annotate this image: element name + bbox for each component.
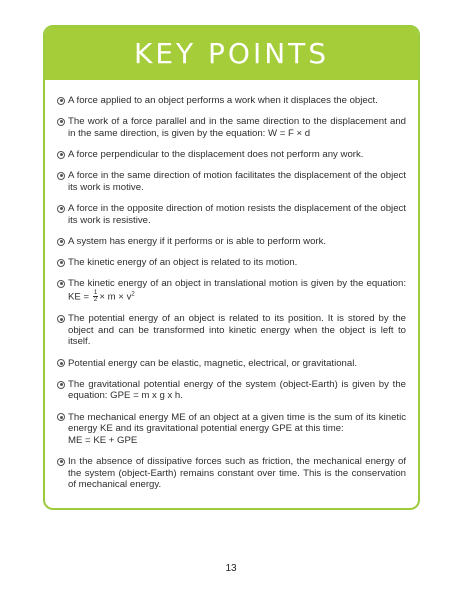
key-point-text: Potential energy can be elastic, magnetic, electrical, or gravitational. xyxy=(68,357,358,369)
circle-bullet-icon xyxy=(57,97,65,105)
formula-superscript: 2 xyxy=(131,291,135,298)
key-point-7 xyxy=(57,257,406,269)
key-point-text: A force applied to an object performs a work when it displaces the object. xyxy=(68,95,378,106)
one-half-fraction xyxy=(93,290,99,304)
key-point-12 xyxy=(57,412,406,447)
key-point-1 xyxy=(57,95,406,107)
key-point-5 xyxy=(57,203,406,226)
circle-bullet-icon xyxy=(57,259,65,267)
key-point-13 xyxy=(57,456,406,491)
key-point-text xyxy=(68,412,406,447)
mechanical-energy-text: The mechanical energy ME of an object at a given time is the sum of its kinetic energy KE and its gravitational potential energy GPE at this time: xyxy=(68,411,406,435)
key-points-header xyxy=(45,27,418,80)
formula-rest: × m × v xyxy=(99,291,132,303)
circle-bullet-icon xyxy=(57,315,65,323)
circle-bullet-icon xyxy=(57,381,65,389)
key-point-text: The kinetic energy of an object is related to its motion. xyxy=(68,256,298,268)
key-point-text: The work of a force parallel and in the same direction to the displacement and in the same direction, is given by the equation: W = F × d xyxy=(68,116,406,139)
key-point-text: A force in the opposite direction of motion resists the displacement of the object its work is resistive. xyxy=(68,202,406,226)
key-point-4 xyxy=(57,170,406,193)
circle-bullet-icon xyxy=(57,280,65,288)
key-point-8 xyxy=(57,278,406,304)
page-number: 13 xyxy=(225,563,237,574)
key-point-10 xyxy=(57,358,406,370)
key-point-text: A system has energy if it performs or is able to perform work. xyxy=(68,235,327,247)
circle-bullet-icon xyxy=(57,118,65,126)
key-point-text: In the absence of dissipative forces such as friction, the mechanical energy of the system (object-Earth) remains constant over time. This is the conservation of mechanical energy. xyxy=(68,456,406,491)
key-point-3 xyxy=(57,149,406,161)
page-title: KEY POINTS xyxy=(133,37,330,70)
circle-bullet-icon xyxy=(57,205,65,213)
key-point-9 xyxy=(57,313,406,348)
key-point-text: The gravitational potential energy of the system (object-Earth) is given by the equation: GPE = m x g x h. xyxy=(68,378,406,402)
key-points-list xyxy=(45,80,418,491)
key-point-11 xyxy=(57,379,406,402)
fraction-denominator: 2 xyxy=(93,296,98,304)
kinetic-energy-text: The kinetic energy of an object in translational motion is given by the equation: KE = xyxy=(68,278,406,303)
circle-bullet-icon xyxy=(57,238,65,246)
key-point-text: A force in the same direction of motion facilitates the displacement of the object its work is motive. xyxy=(68,170,406,193)
key-point-text xyxy=(68,278,406,304)
circle-bullet-icon xyxy=(57,458,65,466)
circle-bullet-icon xyxy=(57,151,65,159)
circle-bullet-icon xyxy=(57,359,65,367)
circle-bullet-icon xyxy=(57,172,65,180)
fraction-numerator: 1 xyxy=(93,288,98,296)
key-points-box xyxy=(43,25,420,510)
key-point-text: A force perpendicular to the displacement does not perform any work. xyxy=(68,148,364,160)
key-point-2 xyxy=(57,116,406,139)
key-point-text: The potential energy of an object is related to its position. It is stored by the object and can be transformed into kinetic energy when the object is left to itself. xyxy=(68,313,406,348)
mechanical-energy-equation: ME = KE + GPE xyxy=(68,434,138,446)
circle-bullet-icon xyxy=(57,413,65,421)
key-point-6 xyxy=(57,236,406,248)
